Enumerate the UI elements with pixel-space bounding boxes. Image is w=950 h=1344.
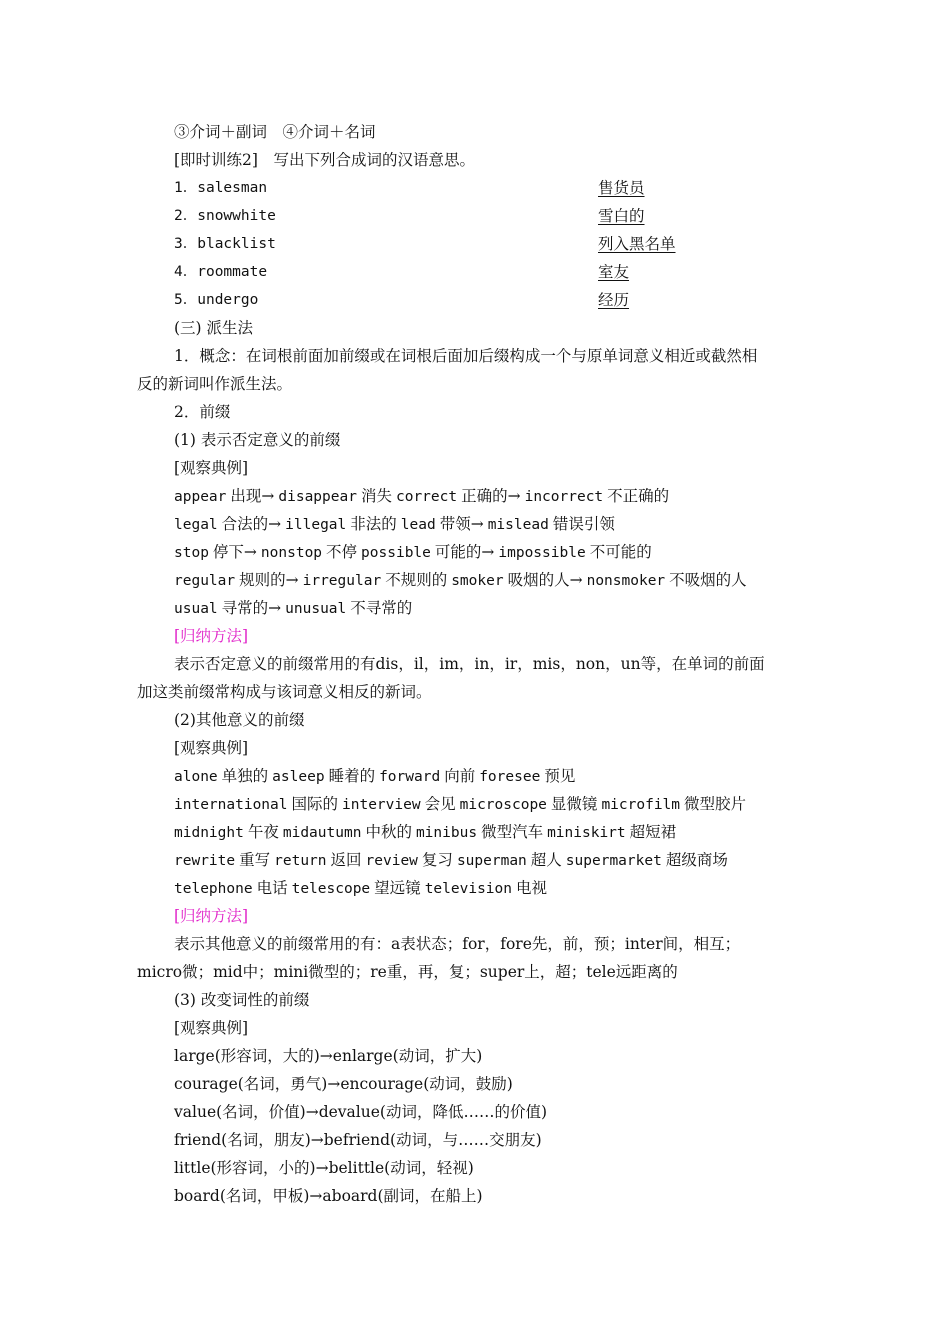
example-gloss: 单独的 bbox=[221, 767, 269, 785]
example-word: smoker bbox=[451, 573, 504, 589]
example-gloss: 电视 bbox=[516, 879, 548, 897]
section-title-derivation: (三) 派生法 bbox=[174, 319, 254, 337]
example-line bbox=[174, 794, 746, 815]
example-gloss: 错误引领 bbox=[552, 515, 615, 533]
drill-word: 1．salesman bbox=[174, 180, 268, 196]
example-word: minibus bbox=[415, 825, 478, 841]
example-line bbox=[174, 878, 547, 899]
example-word: stop bbox=[174, 545, 209, 561]
example-gloss: 不停 bbox=[326, 543, 358, 561]
example-gloss: 出现→ bbox=[230, 487, 275, 505]
example-word: telescope bbox=[291, 881, 371, 897]
example-word: unusual bbox=[285, 601, 347, 617]
drill-word: 3．blacklist bbox=[174, 236, 276, 252]
example-word: disappear bbox=[278, 489, 357, 505]
example-word: nonsmoker bbox=[586, 573, 666, 589]
example-word: midnight bbox=[174, 825, 244, 841]
method-text-line-1: 表示否定意义的前缀常用的有dis，il，im，in，ir，mis，non，un等，在单词的前面 bbox=[174, 655, 765, 673]
example-gloss: 会见 bbox=[424, 795, 456, 813]
drill-word: 2．snowwhite bbox=[174, 208, 276, 224]
drill-answer: 经历 bbox=[598, 291, 630, 309]
example-gloss: 显微镜 bbox=[550, 795, 598, 813]
example-word: nonstop bbox=[260, 545, 323, 561]
method-text-line-2: 加这类前缀常构成与该词意义相反的新词。 bbox=[137, 683, 432, 701]
example-gloss: 超级商场 bbox=[665, 851, 728, 869]
example-word: rewrite bbox=[174, 853, 236, 869]
example-gloss: 返回 bbox=[330, 851, 362, 869]
drill-item-1 bbox=[174, 178, 645, 198]
example-line bbox=[174, 514, 615, 535]
example-word: irregular bbox=[302, 573, 382, 589]
drill-item-4 bbox=[174, 262, 630, 282]
example-word: impossible bbox=[498, 545, 586, 561]
example-gloss: 寻常的→ bbox=[221, 599, 282, 617]
drill-item-3 bbox=[174, 234, 676, 254]
pos-example-line: large(形容词，大的)→enlarge(动词，扩大) bbox=[174, 1047, 483, 1065]
drill-heading: [即时训练2] 写出下列合成词的汉语意思。 bbox=[174, 151, 475, 169]
pos-example-line: friend(名词，朋友)→befriend(动词，与……交朋友) bbox=[174, 1131, 542, 1149]
example-word: forward bbox=[379, 769, 441, 785]
example-word: international bbox=[174, 797, 288, 813]
example-gloss: 午夜 bbox=[247, 823, 279, 841]
other-prefix-title: (2)其他意义的前缀 bbox=[174, 711, 305, 729]
example-gloss: 正确的→ bbox=[461, 487, 521, 505]
example-line bbox=[174, 850, 728, 871]
example-word: television bbox=[424, 881, 512, 897]
example-line bbox=[174, 542, 652, 563]
example-gloss: 规则的→ bbox=[239, 571, 299, 589]
method-label: [归纳方法] bbox=[174, 627, 249, 645]
example-line bbox=[174, 486, 669, 507]
example-line bbox=[174, 766, 575, 787]
example-gloss: 消失 bbox=[360, 487, 392, 505]
example-word: supermarket bbox=[565, 853, 662, 869]
observe-label: [观察典例] bbox=[174, 739, 249, 757]
drill-answer: 雪白的 bbox=[598, 207, 645, 225]
example-gloss: 吸烟的人→ bbox=[507, 571, 583, 589]
example-word: microscope bbox=[459, 797, 547, 813]
example-gloss: 微型胶片 bbox=[684, 795, 747, 813]
example-gloss: 超人 bbox=[530, 851, 562, 869]
drill-answer: 列入黑名单 bbox=[598, 235, 676, 253]
pos-example-line: little(形容词，小的)→belittle(动词，轻视) bbox=[174, 1159, 474, 1177]
observe-label: [观察典例] bbox=[174, 459, 249, 477]
example-word: asleep bbox=[272, 769, 325, 785]
example-word: review bbox=[365, 853, 418, 869]
pos-example-line: courage(名词，勇气)→encourage(动词，鼓励) bbox=[174, 1075, 513, 1093]
example-gloss: 国际的 bbox=[291, 795, 339, 813]
example-gloss: 复习 bbox=[421, 851, 453, 869]
drill-answer: 室友 bbox=[598, 263, 630, 281]
observe-label: [观察典例] bbox=[174, 1019, 249, 1037]
example-gloss: 不正确的 bbox=[607, 487, 670, 505]
example-word: telephone bbox=[174, 881, 253, 897]
example-gloss: 重写 bbox=[239, 851, 271, 869]
example-word: appear bbox=[174, 489, 227, 505]
concept-line-1: 1．概念：在词根前面加前缀或在词根后面加后缀构成一个与原单词意义相近或截然相 bbox=[174, 347, 758, 365]
example-word: regular bbox=[174, 573, 236, 589]
drill-item-5 bbox=[174, 290, 630, 310]
example-line bbox=[174, 598, 412, 619]
example-gloss: 停下→ bbox=[212, 543, 257, 561]
example-word: interview bbox=[342, 797, 421, 813]
example-gloss: 不寻常的 bbox=[350, 599, 413, 617]
example-gloss: 带领→ bbox=[439, 515, 484, 533]
example-line bbox=[174, 570, 747, 591]
example-word: superman bbox=[456, 853, 527, 869]
pos-example-line: board(名词，甲板)→aboard(副词，在船上) bbox=[174, 1187, 483, 1205]
example-gloss: 电话 bbox=[256, 879, 288, 897]
concept-line-2: 反的新词叫作派生法。 bbox=[137, 375, 293, 393]
example-gloss: 合法的→ bbox=[221, 515, 282, 533]
drill-word: 5．undergo bbox=[174, 292, 259, 308]
example-gloss: 睡着的 bbox=[328, 767, 376, 785]
drill-answer: 售货员 bbox=[598, 179, 645, 197]
method-text-line-2: micro微；mid中；mini微型的；re重，再，复；super上，超；tele远距离的 bbox=[137, 963, 678, 981]
example-gloss: 可能的→ bbox=[434, 543, 495, 561]
example-gloss: 超短裙 bbox=[629, 823, 677, 841]
drill-word: 4．roommate bbox=[174, 264, 268, 280]
example-word: lead bbox=[400, 517, 436, 533]
example-word: midautumn bbox=[282, 825, 362, 841]
drill-item-2 bbox=[174, 206, 645, 226]
prefix-title: 2．前缀 bbox=[174, 403, 231, 421]
negative-prefix-title: (1) 表示否定意义的前缀 bbox=[174, 431, 341, 449]
example-word: mislead bbox=[487, 517, 549, 533]
example-word: miniskirt bbox=[547, 825, 626, 841]
example-word: incorrect bbox=[524, 489, 604, 505]
example-gloss: 非法的 bbox=[350, 515, 397, 533]
example-gloss: 中秋的 bbox=[365, 823, 412, 841]
example-gloss: 望远镜 bbox=[374, 879, 421, 897]
example-gloss: 不吸烟的人 bbox=[669, 571, 747, 589]
example-word: microfilm bbox=[601, 797, 681, 813]
method-text-line-1: 表示其他意义的前缀常用的有：a表状态；for，fore先，前，预；inter间，相互； bbox=[174, 935, 741, 953]
example-line bbox=[174, 822, 676, 843]
example-gloss: 向前 bbox=[444, 767, 476, 785]
example-word: correct bbox=[395, 489, 458, 505]
example-word: usual bbox=[174, 601, 218, 617]
example-gloss: 微型汽车 bbox=[481, 823, 544, 841]
example-gloss: 不规则的 bbox=[385, 571, 448, 589]
example-word: foresee bbox=[479, 769, 541, 785]
example-gloss: 预见 bbox=[544, 767, 576, 785]
example-word: alone bbox=[174, 769, 218, 785]
example-word: possible bbox=[361, 545, 431, 561]
example-gloss: 不可能的 bbox=[589, 543, 652, 561]
example-word: return bbox=[274, 853, 327, 869]
example-word: illegal bbox=[285, 517, 347, 533]
word-formation-types-tail: ③介词＋副词 ④介词＋名词 bbox=[174, 123, 376, 141]
pos-prefix-title: (3) 改变词性的前缀 bbox=[174, 991, 310, 1009]
method-label: [归纳方法] bbox=[174, 907, 249, 925]
example-word: legal bbox=[174, 517, 218, 533]
pos-example-line: value(名词，价值)→devalue(动词，降低……的价值) bbox=[174, 1103, 547, 1121]
